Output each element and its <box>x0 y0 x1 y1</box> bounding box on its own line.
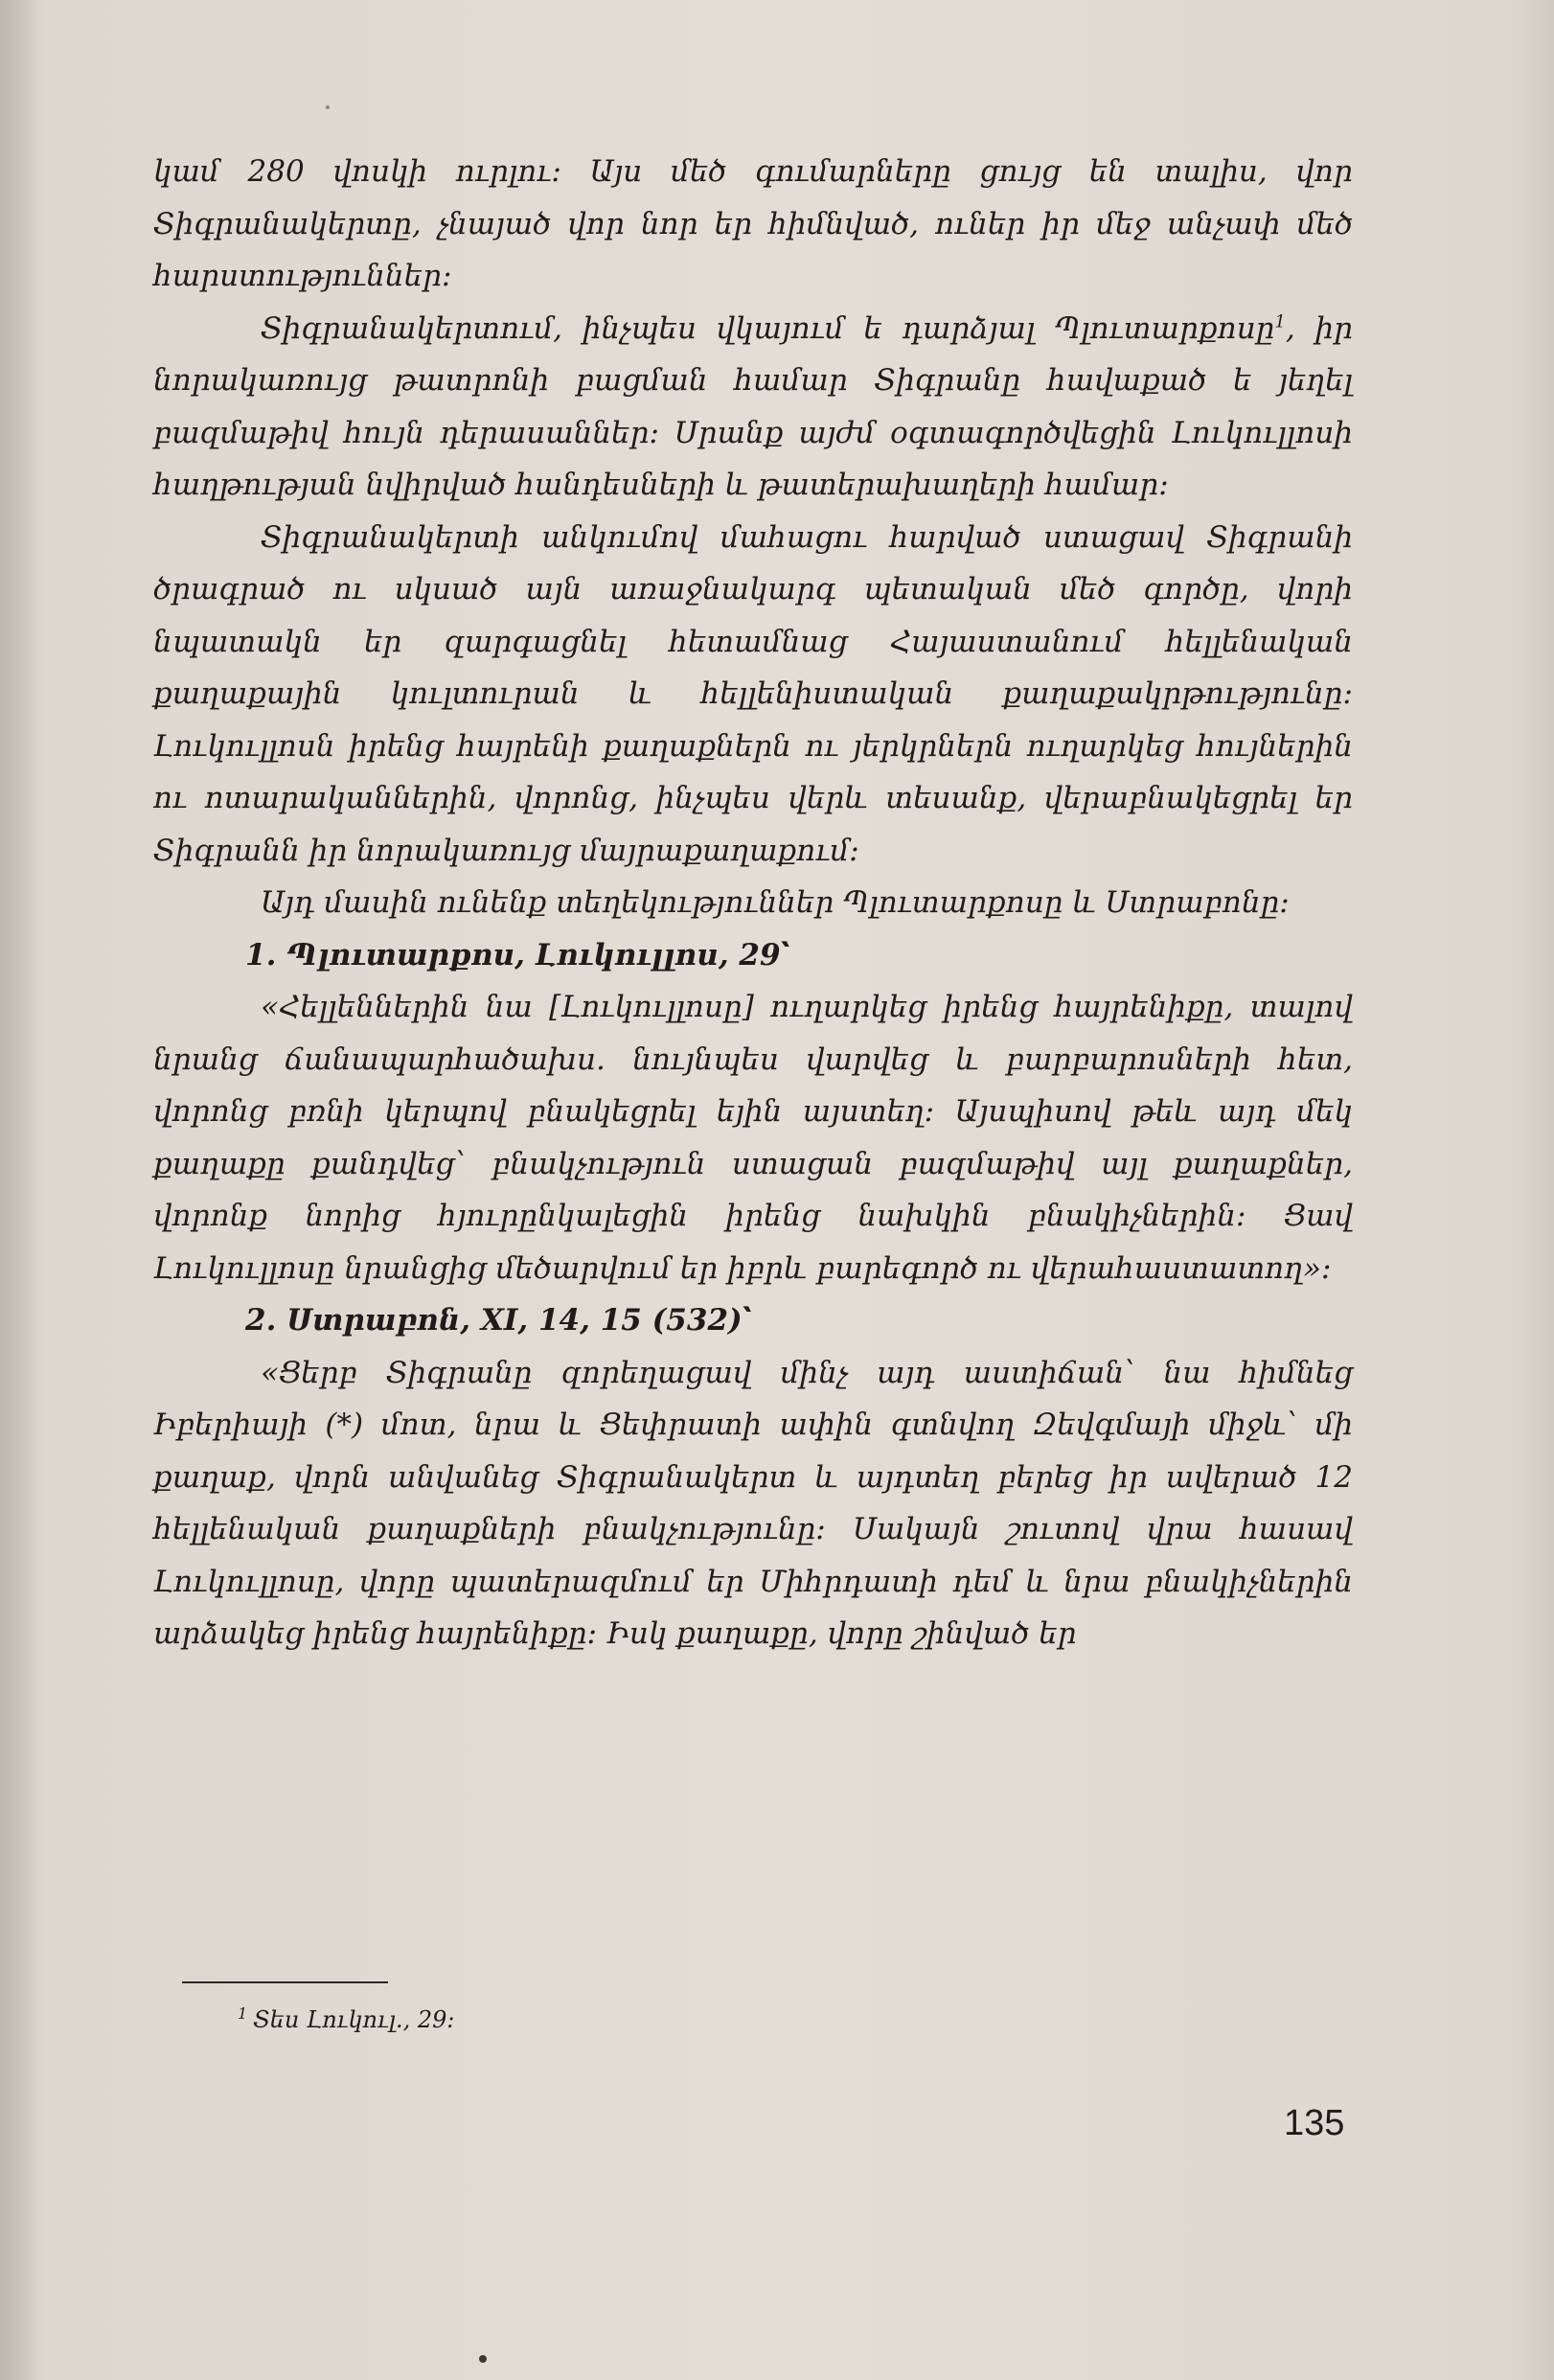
paragraph-2-tail: , իր նորակառույց թատրոնի բացման համար Տիգրանը հավաքած ե յեղել բազմաթիվ հույն դերասաններ։ Սրանք այժմ օգտագործվեցին Լուկուլլոսի հաղթության նվիրված հանդեսների և թատերախաղերի համար։ <box>153 310 1353 502</box>
paragraph-2 <box>153 303 1353 512</box>
footnote-ref: 1 <box>1274 311 1286 332</box>
citation-2: 2. Ստրաբոն, XI, 14, 15 (532)՝ <box>245 1303 752 1338</box>
paragraph-2-text: Տիգրանակերտում, ինչպես վկայում ե դարձյալ Պլուտարքոսը <box>261 310 1275 346</box>
quote-2: «Ցերբ Տիգրանը զորեղացավ մինչ այդ աստիճան՝ նա հիմնեց Իբերիայի (*) մոտ, նրա և Ցեփրատի ափին գտնվող Զեվգմայի միջև՝ մի քաղաք, վորն անվանեց Տիգրանակերտ և այդտեղ բերեց իր ավերած 12 հելլենական քաղաքների բնակչությունը։ Սակայն շուտով վրա հասավ Լուկուլլոսը, վորը պատերազմում եր Միհրդատի դեմ և նրա բնակիչներին արձակեց իրենց հայրենիքը։ Իսկ քաղաքը, վորը շինված եր <box>153 1355 1353 1651</box>
binding-dot <box>479 2355 487 2363</box>
paper-speck <box>326 105 330 109</box>
paragraph-1: կամ 280 վոսկի ուրլու։ Այս մեծ գումարները ցույց են տալիս, վոր Տիգրանակերտը, չնայած վոր նոր եր հիմնված, ուներ իր մեջ անչափ մեծ հարստություններ։ <box>153 154 1353 293</box>
paragraph-4: Այդ մասին ունենք տեղեկություններ Պլուտարքոսը և Ստրաբոնը։ <box>261 885 1290 920</box>
quote-1: «Հելլեններին նա [Լուկուլլոսը] ուղարկեց իրենց հայրենիքը, տալով նրանց ճանապարհածախս. նույնպես վարվեց և բարբարոսների հետ, վորոնց բռնի կերպով բնակեցրել եյին այստեղ։ Այսպիսով թեև այդ մեկ քաղաքը քանդվեց՝ բնակչություն ստացան բազմաթիվ այլ քաղաքներ, վորոնք նորից հյուրընկալեցին իրենց նախկին բնակիչներին։ Ցավ Լուկուլլոսը նրանցից մեծարվում եր իբրև բարեգործ ու վերահաստատող»։ <box>153 990 1353 1286</box>
main-text <box>153 146 1353 1660</box>
page-number: 135 <box>1284 2103 1345 2143</box>
paragraph-3: Տիգրանակերտի անկումով մահացու հարված ստացավ Տիգրանի ծրագրած ու սկսած այն առաջնակարգ պետական մեծ գործը, վորի նպատակն եր զարգացնել հետամնաց Հայաստանում հելլենական քաղաքային կուլտուրան և հելլենիստական քաղաքակրթությունը։ Լուկուլլոսն իրենց հայրենի քաղաքներն ու յերկրներն ուղարկեց հույներին ու ոտարականներին, վորոնց, ինչպես վերև տեսանք, վերաբնակեցրել եր Տիգրանն իր նորակառույց մայրաքաղաքում։ <box>153 519 1353 868</box>
footnote-mark: 1 <box>238 2004 248 2023</box>
footnote <box>238 2004 455 2033</box>
citation-1: 1. Պլուտարքոս, Լուկուլլոս, 29՝ <box>245 937 790 973</box>
footnote-divider <box>182 1981 388 1983</box>
footnote-text: Տես Լուկուլ., 29։ <box>253 2006 455 2033</box>
page-gutter-shadow <box>0 0 38 2380</box>
